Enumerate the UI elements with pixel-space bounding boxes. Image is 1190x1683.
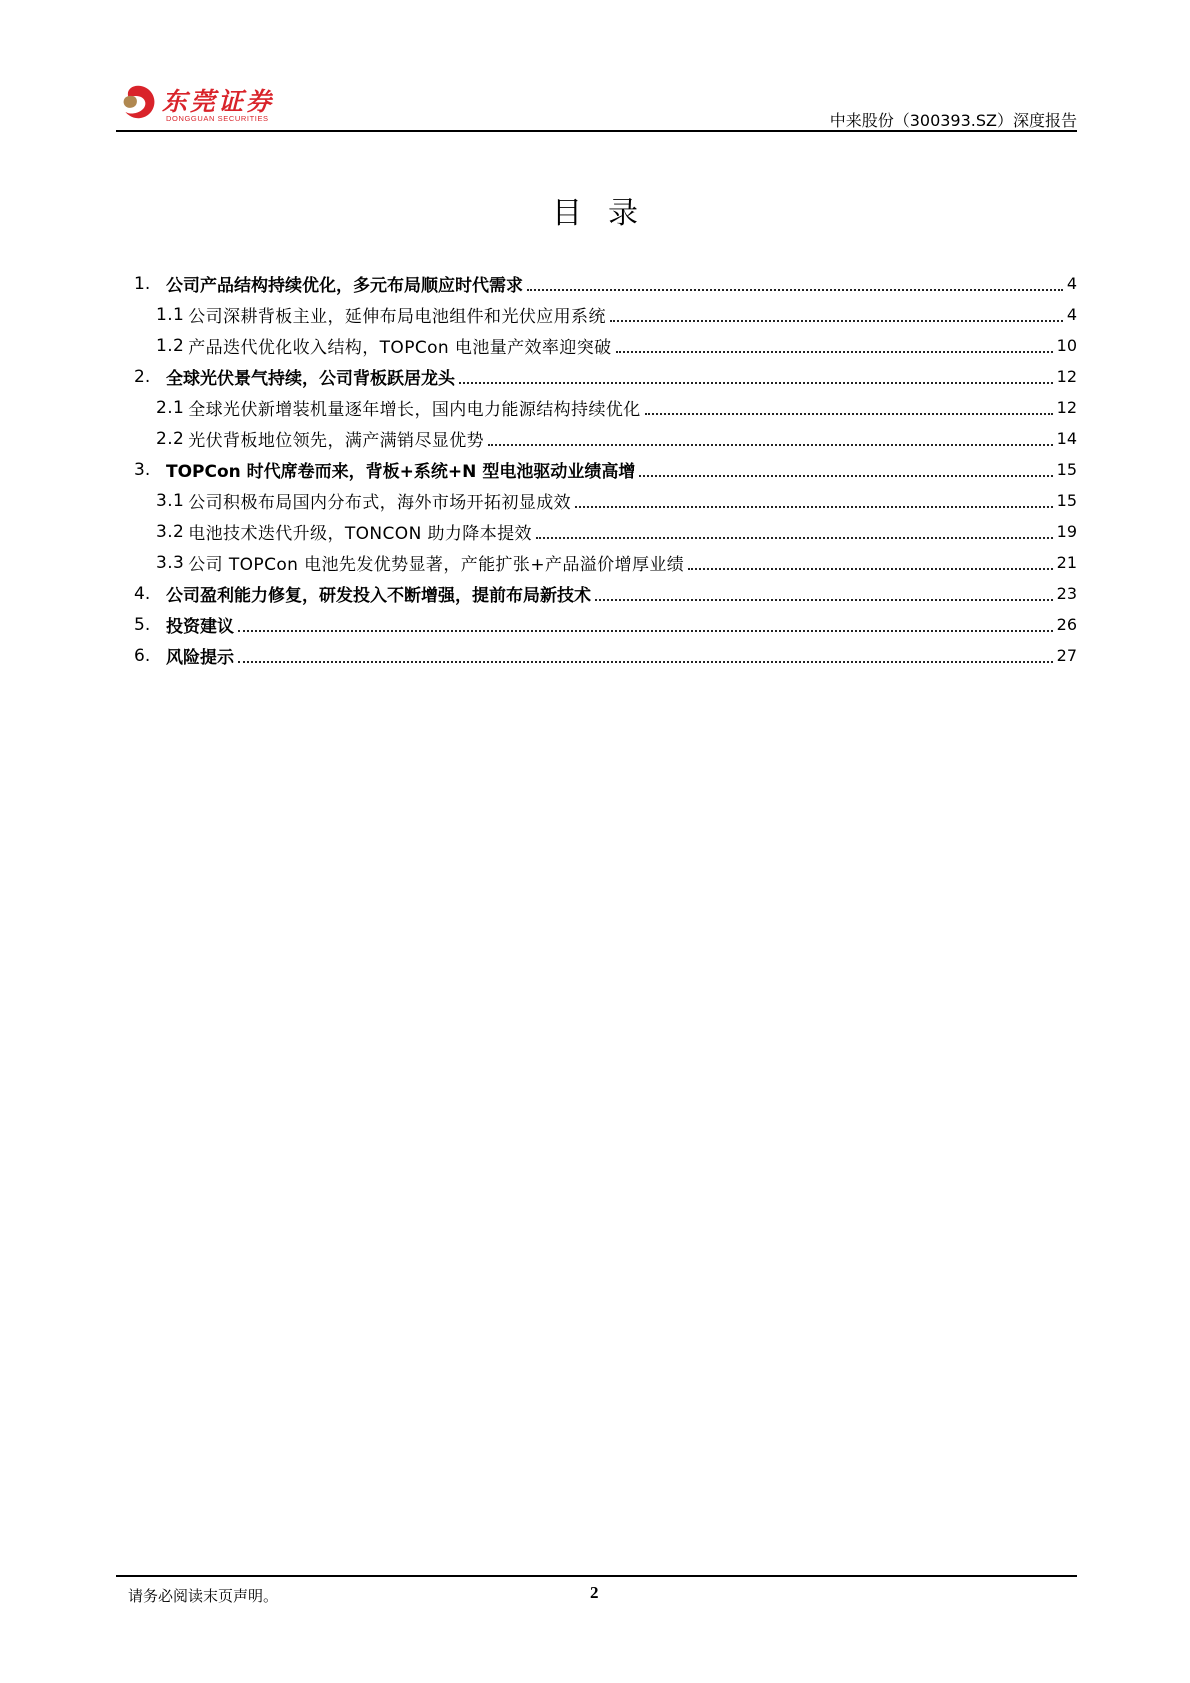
toc-leader-dots: [595, 598, 1053, 601]
toc-entry-page: 21: [1056, 553, 1077, 572]
table-of-contents: [134, 268, 1077, 671]
toc-leader-dots: [616, 350, 1053, 353]
toc-entry-text: 电池技术迭代升级，TONCON 助力降本提效: [188, 524, 532, 544]
toc-leader-dots: [688, 567, 1052, 570]
dongguan-securities-logo-icon: [120, 84, 156, 120]
toc-leader-dots: [488, 443, 1053, 446]
toc-entry[interactable]: [134, 578, 1077, 609]
toc-entry-page: 4: [1066, 274, 1077, 293]
toc-entry-number: 2.2: [156, 428, 185, 449]
toc-entry[interactable]: [134, 609, 1077, 640]
toc-entry-page: 15: [1056, 460, 1077, 479]
toc-entry-text: 公司产品结构持续优化，多元布局顺应时代需求: [166, 276, 523, 296]
toc-entry-text: TOPCon 时代席卷而来，背板+系统+N 型电池驱动业绩高增: [166, 462, 636, 482]
toc-entry[interactable]: [134, 516, 1077, 547]
logo-chinese-name: 东莞证券: [162, 87, 275, 116]
toc-entry-number: 5.: [134, 614, 151, 635]
toc-entry[interactable]: [134, 485, 1077, 516]
toc-leader-dots: [459, 381, 1053, 384]
toc-entry-number: 1.2: [156, 335, 185, 356]
toc-leader-dots: [527, 288, 1063, 291]
disclaimer-note: 请务必阅读末页声明。: [128, 1587, 279, 1605]
toc-entry[interactable]: [134, 330, 1077, 361]
toc-entry-page: 12: [1056, 398, 1077, 417]
toc-entry-number: 1.1: [156, 304, 185, 325]
toc-entry-number: 2.1: [156, 397, 185, 418]
toc-entry-text: 光伏背板地位领先，满产满销尽显优势: [188, 431, 485, 451]
toc-entry-text: 全球光伏新增装机量逐年增长，国内电力能源结构持续优化: [188, 400, 641, 420]
toc-leader-dots: [575, 505, 1053, 508]
toc-entry[interactable]: [134, 423, 1077, 454]
toc-entry-number: 3.1: [156, 490, 185, 511]
toc-entry-page: 23: [1056, 584, 1077, 603]
toc-entry-number: 2.: [134, 366, 151, 387]
toc-entry-number: 3.: [134, 459, 151, 480]
toc-entry[interactable]: [134, 392, 1077, 423]
toc-entry-text: 公司深耕背板主业，延伸布局电池组件和光伏应用系统: [188, 307, 606, 327]
toc-leader-dots: [639, 474, 1052, 477]
report-title: 中来股份（300393.SZ）深度报告: [829, 111, 1077, 130]
toc-entry[interactable]: [134, 299, 1077, 330]
toc-entry[interactable]: [134, 361, 1077, 392]
toc-leader-dots: [536, 536, 1053, 539]
toc-leader-dots: [610, 319, 1063, 322]
page-header: [116, 74, 1077, 132]
toc-entry-text: 风险提示: [166, 648, 234, 668]
toc-entry-page: 10: [1056, 336, 1077, 355]
toc-entry-number: 4.: [134, 583, 151, 604]
header-divider: [116, 130, 1077, 132]
logo-english-name: DONGGUAN SECURITIES: [166, 114, 269, 123]
toc-entry-text: 全球光伏景气持续，公司背板跃居龙头: [166, 369, 455, 389]
toc-leader-dots: [645, 412, 1053, 415]
toc-heading: 目录: [552, 196, 664, 231]
toc-leader-dots: [238, 660, 1053, 663]
toc-leader-dots: [238, 629, 1053, 632]
toc-entry-text: 产品迭代优化收入结构，TOPCon 电池量产效率迎突破: [188, 338, 612, 358]
toc-entry-page: 26: [1056, 615, 1077, 634]
toc-entry-page: 4: [1066, 305, 1077, 324]
toc-entry-page: 12: [1056, 367, 1077, 386]
toc-entry-page: 27: [1056, 646, 1077, 665]
company-logo: [116, 80, 286, 126]
toc-entry[interactable]: [134, 268, 1077, 299]
toc-entry-page: 14: [1056, 429, 1077, 448]
toc-entry-page: 15: [1056, 491, 1077, 510]
toc-entry-text: 公司盈利能力修复，研发投入不断增强，提前布局新技术: [166, 586, 591, 606]
toc-entry-number: 3.3: [156, 552, 185, 573]
toc-entry[interactable]: [134, 454, 1077, 485]
toc-entry-text: 公司 TOPCon 电池先发优势显著，产能扩张+产品溢价增厚业绩: [188, 555, 685, 575]
toc-entry[interactable]: [134, 640, 1077, 671]
toc-entry-text: 投资建议: [166, 617, 234, 637]
toc-entry-number: 1.: [134, 273, 151, 294]
toc-entry-page: 19: [1056, 522, 1077, 541]
toc-entry-text: 公司积极布局国内分布式，海外市场开拓初显成效: [188, 493, 572, 513]
footer-divider: [116, 1575, 1077, 1577]
toc-entry-number: 6.: [134, 645, 151, 666]
page-number: 2: [590, 1583, 599, 1602]
toc-entry-number: 3.2: [156, 521, 185, 542]
toc-entry[interactable]: [134, 547, 1077, 578]
